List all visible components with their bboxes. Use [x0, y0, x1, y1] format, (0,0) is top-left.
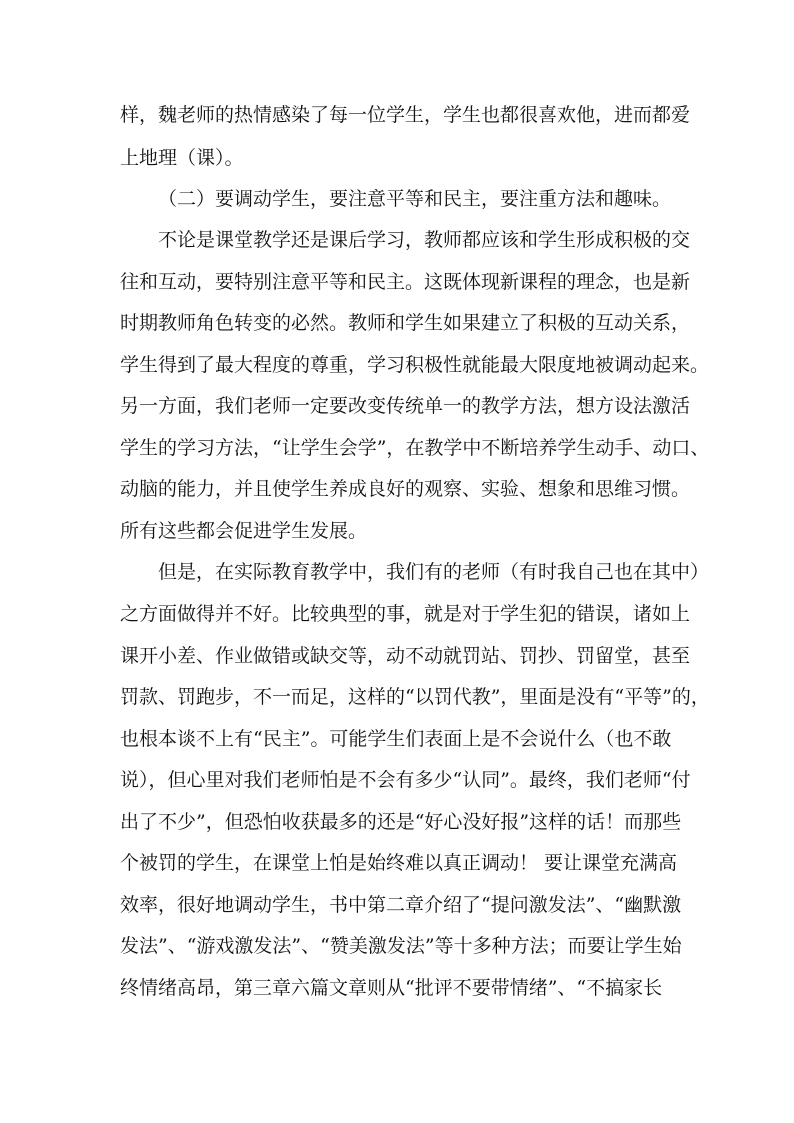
text-line: 但是，在实际教育教学中，我们有的老师（有时我自己也在其中）	[158, 561, 710, 583]
text-line: 罚款、罚跑步，不一而足，这样的“以罚代教”，里面是没有“平等”的，	[120, 686, 710, 708]
text-line: 说），但心里对我们老师怕是不会有多少“认同”。最终，我们老师“付	[120, 769, 691, 791]
text-line: 样，魏老师的热情感染了每一位学生，学生也都很喜欢他，进而都爱	[120, 104, 691, 126]
text-line: 出了不少”，但恐怕收获最多的还是“好心没好报”这样的话！而那些	[120, 811, 682, 833]
text-line: 也根本谈不上有“民主”。可能学生们表面上是不会说什么（也不敢	[120, 728, 672, 750]
text-line: 课开小差、作业做错或缺交等，动不动就罚站、罚抄、罚留堂，甚至	[120, 645, 691, 667]
text-line: 另一方面，我们老师一定要改变传统单一的教学方法，想方设法激活	[120, 395, 691, 417]
text-line: 时期教师角色转变的必然。教师和学生如果建立了积极的互动关系，	[120, 312, 691, 334]
text-line: 个被罚的学生，在课堂上怕是始终难以真正调动！ 要让课堂充满高	[120, 852, 678, 874]
text-line: 效率，很好地调动学生，书中第二章介绍了“提问激发法”、“幽默激	[120, 894, 682, 916]
text-line: 之方面做得并不好。比较典型的事，就是对于学生犯的错误，诸如上	[120, 603, 691, 625]
text-line: 发法”、“游戏激发法”、“赞美激发法”等十多种方法；而要让学生始	[120, 935, 682, 957]
section-heading: （二）要调动学生，要注意平等和民主，要注重方法和趣味。	[158, 188, 672, 210]
text-line: 动脑的能力，并且使学生养成良好的观察、实验、想象和思维习惯。	[120, 478, 691, 500]
text-line: 学生的学习方法，“让学生会学”，在教学中不断培养学生动手、动口、	[120, 437, 710, 459]
text-line: 上地理（课）。	[120, 147, 244, 169]
text-line: 学生得到了最大程度的尊重，学习积极性就能最大限度地被调动起来。	[120, 354, 710, 376]
text-line: 所有这些都会促进学生发展。	[120, 520, 368, 542]
text-line: 往和互动，要特别注意平等和民主。这既体现新课程的理念，也是新	[120, 271, 691, 293]
text-line: 终情绪高昂，第三章六篇文章则从“批评不要带情绪”、“不搞家长	[120, 977, 663, 999]
text-line: 不论是课堂教学还是课后学习，教师都应该和学生形成积极的交	[158, 229, 691, 251]
